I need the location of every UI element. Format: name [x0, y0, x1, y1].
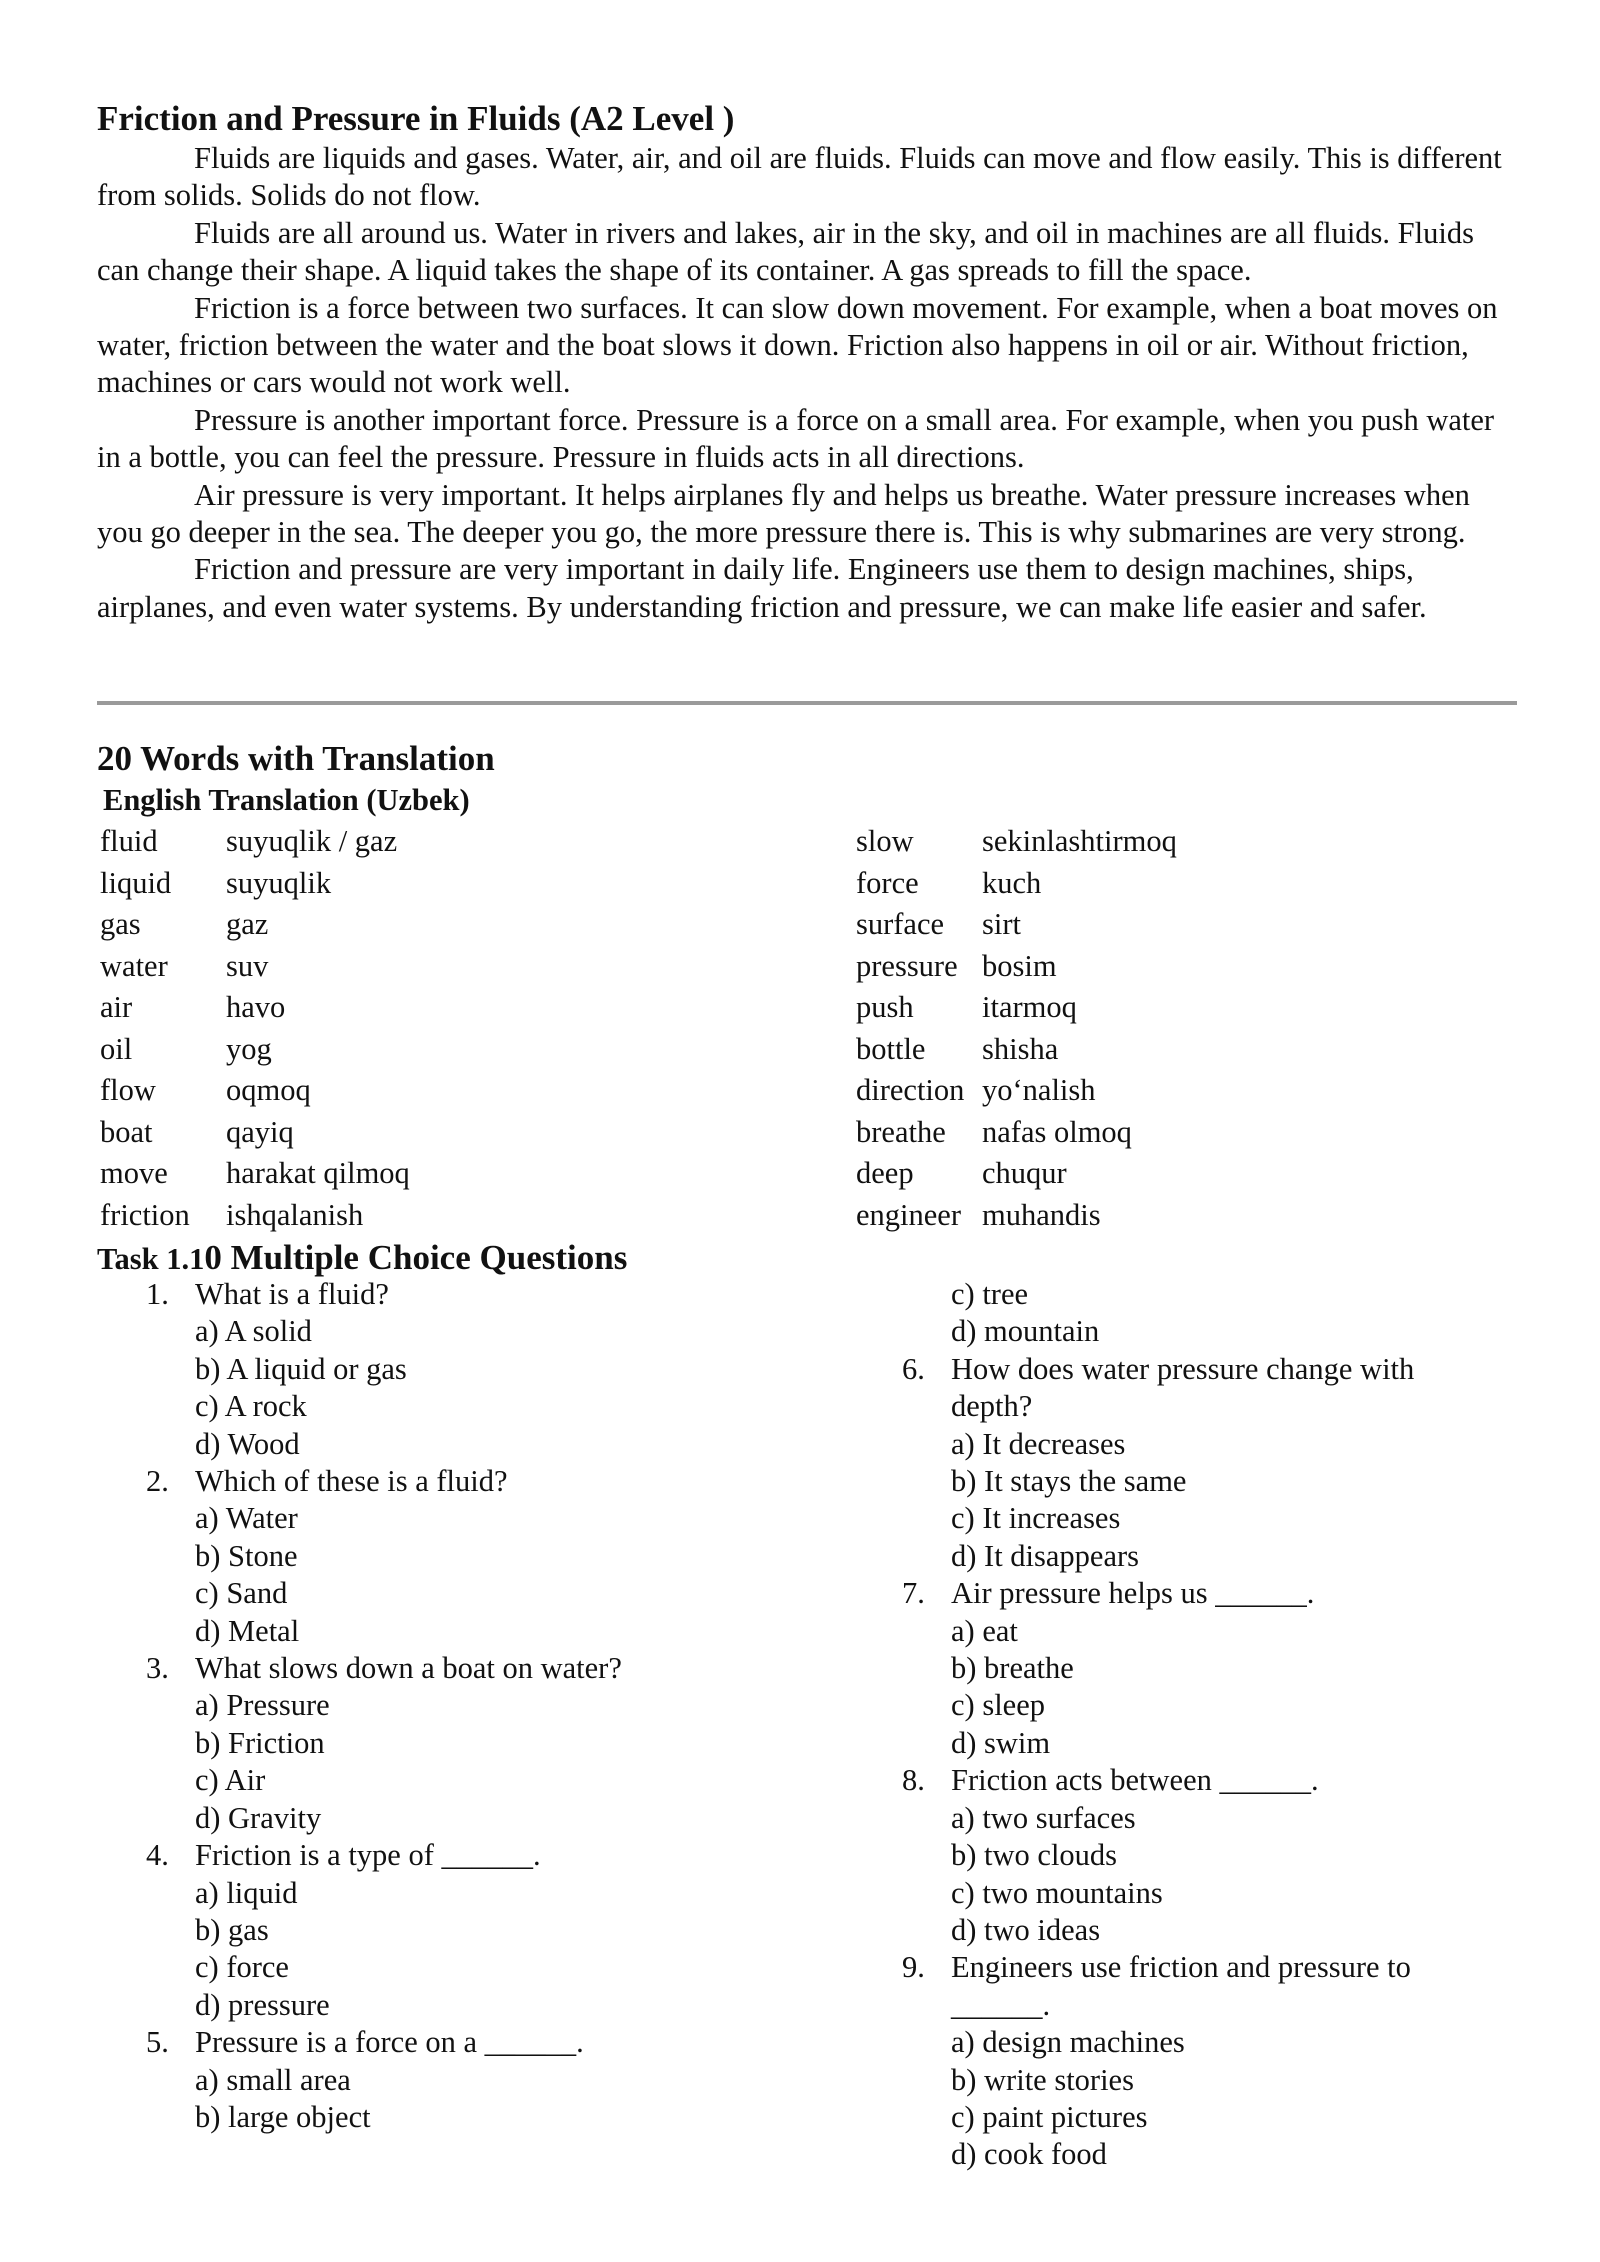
question-number: 3. [146, 1651, 169, 1686]
questions-column-left [146, 1276, 786, 2136]
questions-column-right [902, 1276, 1492, 2174]
answer-option: b) It stays the same [951, 1464, 1187, 1499]
question-item [146, 1276, 786, 1313]
vocabulary-translation: yog [226, 1031, 272, 1066]
vocabulary-translation: kuch [982, 865, 1042, 900]
vocabulary-row [100, 1070, 410, 1112]
question-item [902, 1575, 1492, 1612]
question-item [146, 1463, 786, 1500]
vocabulary-word: breathe [856, 1114, 946, 1149]
answer-option: b) Stone [195, 1538, 298, 1573]
vocabulary-translation: bosim [982, 948, 1057, 983]
vocabulary-translation: ishqalanish [226, 1197, 364, 1232]
vocabulary-row [100, 946, 410, 988]
answer-option: c) A rock [195, 1389, 307, 1424]
vocabulary-translation: nafas olmoq [982, 1114, 1132, 1149]
vocabulary-heading: 20 Words with Translation [97, 739, 495, 778]
reading-title: Friction and Pressure in Fluids (A2 Level ) [97, 99, 735, 138]
question-text: Friction is a type of ______. [195, 1838, 541, 1873]
answer-option: c) two mountains [951, 1875, 1163, 1910]
question-text: Engineers use friction and pressure to ______. [951, 1950, 1411, 2022]
answer-option: d) cook food [951, 2137, 1107, 2172]
vocabulary-word: direction [856, 1073, 965, 1107]
reading-paragraph: Fluids are all around us. Water in rivers and lakes, air in the sky, and oil in machines are all fluids. Fluids can change their shape. A liquid takes the shape of its container. A gas spreads to fill the space. [97, 215, 1474, 288]
vocabulary-word: oil [100, 1031, 133, 1066]
question-number: 1. [146, 1277, 169, 1311]
vocabulary-row [856, 1112, 1177, 1154]
answer-option: b) Friction [195, 1725, 325, 1760]
answer-option: c) sleep [951, 1688, 1045, 1723]
question-number: 4. [146, 1838, 169, 1873]
vocabulary-word: slow [856, 824, 914, 858]
answer-option: a) A solid [195, 1314, 312, 1349]
question-text: Air pressure helps us ______. [951, 1576, 1315, 1611]
english-column-header: English [103, 783, 202, 817]
question-number: 8. [902, 1763, 925, 1798]
answer-option: b) breathe [951, 1651, 1074, 1686]
question-number: 9. [902, 1950, 925, 1985]
vocabulary-word: surface [856, 907, 945, 941]
answer-option: a) Water [195, 1501, 298, 1536]
vocabulary-translation: sirt [982, 907, 1021, 941]
answer-option: a) eat [951, 1613, 1018, 1648]
vocabulary-word: bottle [856, 1031, 926, 1066]
answer-option: b) large object [195, 2099, 371, 2134]
vocabulary-translation: chuqur [982, 1156, 1067, 1190]
question-number: 5. [146, 2025, 169, 2060]
question-item [146, 1650, 786, 1687]
reading-paragraph: Pressure is another important force. Pressure is a force on a small area. For example, when you push water in a bottle, you can feel the pressure. Pressure in fluids acts in all directions. [97, 402, 1495, 475]
question-text: How does water pressure change with depth? [951, 1351, 1415, 1424]
question-item [902, 1351, 1492, 1426]
vocabulary-row [856, 946, 1177, 988]
vocabulary-translation: qayiq [226, 1114, 294, 1149]
vocabulary-word: move [100, 1156, 168, 1190]
answer-option: b) gas [195, 1912, 269, 1947]
vocabulary-word: friction [100, 1197, 190, 1232]
vocabulary-row [100, 1153, 410, 1195]
vocabulary-translation: gaz [226, 907, 269, 941]
answer-option: b) write stories [951, 2062, 1134, 2097]
vocabulary-row [100, 904, 410, 946]
question-text: What is a fluid? [195, 1277, 389, 1311]
vocabulary-word: boat [100, 1114, 153, 1149]
vocabulary-row [100, 821, 410, 863]
task-title: 0 Multiple Choice Questions [204, 1238, 628, 1277]
question-item [146, 2024, 786, 2061]
answer-option: c) paint pictures [951, 2099, 1148, 2134]
section-divider [97, 701, 1517, 705]
vocabulary-translation: havo [226, 990, 286, 1024]
reading-paragraph: Friction is a force between two surfaces. It can slow down movement. For example, when a boat moves on water, friction between the water and the boat slows it down. Friction also happens in oil or air. Without friction, machines or cars would not work well. [97, 290, 1498, 400]
answer-option: d) Wood [195, 1426, 300, 1461]
question-text: Which of these is a fluid? [195, 1464, 508, 1499]
vocabulary-word: pressure [856, 948, 958, 983]
question-number: 2. [146, 1464, 169, 1499]
answer-option: c) force [195, 1950, 289, 1985]
answer-option: a) Pressure [195, 1688, 330, 1723]
vocabulary-translation: suyuqlik [226, 865, 332, 900]
answer-option: a) two surfaces [951, 1800, 1136, 1835]
reading-paragraph: Air pressure is very important. It helps airplanes fly and helps us breathe. Water pressure increases when you go deeper in the sea. The deeper you go, the more pressure there is. This is why submarines are very strong. [97, 477, 1470, 550]
vocabulary-row [100, 987, 410, 1029]
vocabulary-row [856, 1153, 1177, 1195]
answer-option: a) design machines [951, 2025, 1185, 2060]
answer-option: d) It disappears [951, 1538, 1140, 1573]
reading-paragraph: Friction and pressure are very important in daily life. Engineers use them to design machines, ships, airplanes, and even water systems. By understanding friction and pressure, we can make life easier and safer. [97, 552, 1427, 624]
question-item [902, 1762, 1492, 1799]
reading-paragraph: Fluids are liquids and gases. Water, air, and oil are fluids. Fluids can move and flow easily. This is different from solids. Solids do not flow. [97, 141, 1502, 213]
reading-text [97, 140, 1517, 626]
vocabulary-word: engineer [856, 1197, 961, 1232]
vocabulary-word: gas [100, 907, 141, 941]
answer-option: c) Sand [195, 1576, 288, 1611]
vocabulary-word: fluid [100, 824, 158, 858]
vocabulary-word: flow [100, 1073, 156, 1107]
question-item [902, 1949, 1492, 2024]
vocabulary-translation: oqmoq [226, 1073, 311, 1107]
answer-option: a) small area [195, 2062, 351, 2097]
question-text: What slows down a boat on water? [195, 1651, 622, 1686]
question-number: 6. [902, 1351, 925, 1386]
vocabulary-word: water [100, 948, 168, 983]
vocabulary-row [100, 1195, 410, 1237]
answer-option: c) Air [195, 1763, 266, 1798]
answer-option: c) It increases [951, 1501, 1121, 1536]
question-text: Friction acts between ______. [951, 1763, 1319, 1798]
vocabulary-list-left [100, 821, 410, 1236]
vocabulary-row [856, 987, 1177, 1029]
vocabulary-row [100, 1029, 410, 1071]
vocabulary-translation: shisha [982, 1031, 1059, 1066]
vocabulary-translation: itarmoq [982, 990, 1077, 1024]
vocabulary-translation: sekinlashtirmoq [982, 824, 1177, 858]
vocabulary-translation: suv [226, 948, 269, 983]
question-item [146, 1837, 786, 1874]
vocabulary-row [856, 1029, 1177, 1071]
answer-option: d) swim [951, 1725, 1051, 1760]
answer-option: b) A liquid or gas [195, 1351, 407, 1386]
vocabulary-list-right [856, 821, 1177, 1236]
vocabulary-word: force [856, 865, 919, 900]
answer-option: d) two ideas [951, 1912, 1101, 1947]
vocabulary-translation: harakat qilmoq [226, 1156, 410, 1190]
vocabulary-translation: muhandis [982, 1197, 1101, 1232]
answer-option: c) tree [951, 1277, 1029, 1311]
vocabulary-word: air [100, 990, 133, 1024]
answer-option: d) Metal [195, 1613, 300, 1648]
answer-option: a) It decreases [951, 1426, 1126, 1461]
vocabulary-word: push [856, 990, 914, 1024]
vocabulary-row [856, 863, 1177, 905]
vocabulary-row [856, 1070, 1177, 1112]
vocabulary-word: deep [856, 1156, 914, 1190]
answer-option: d) pressure [195, 1987, 330, 2022]
vocabulary-row [100, 1112, 410, 1154]
vocabulary-row [100, 863, 410, 905]
vocabulary-row [856, 821, 1177, 863]
question-number: 7. [902, 1576, 925, 1611]
vocabulary-row [856, 904, 1177, 946]
answer-option: d) mountain [951, 1314, 1100, 1349]
vocabulary-column-headers [103, 781, 470, 819]
vocabulary-row [856, 1195, 1177, 1237]
answer-option: d) Gravity [195, 1800, 322, 1835]
translation-column-header: Translation (Uzbek) [208, 783, 470, 817]
vocabulary-translation: yo‘nalish [982, 1073, 1096, 1107]
vocabulary-translation: suyuqlik / gaz [226, 824, 398, 858]
answer-option: b) two clouds [951, 1838, 1118, 1873]
question-text: Pressure is a force on a ______. [195, 2025, 584, 2060]
vocabulary-word: liquid [100, 865, 172, 900]
task-label: Task 1.1 [97, 1242, 205, 1276]
answer-option: a) liquid [195, 1875, 298, 1910]
